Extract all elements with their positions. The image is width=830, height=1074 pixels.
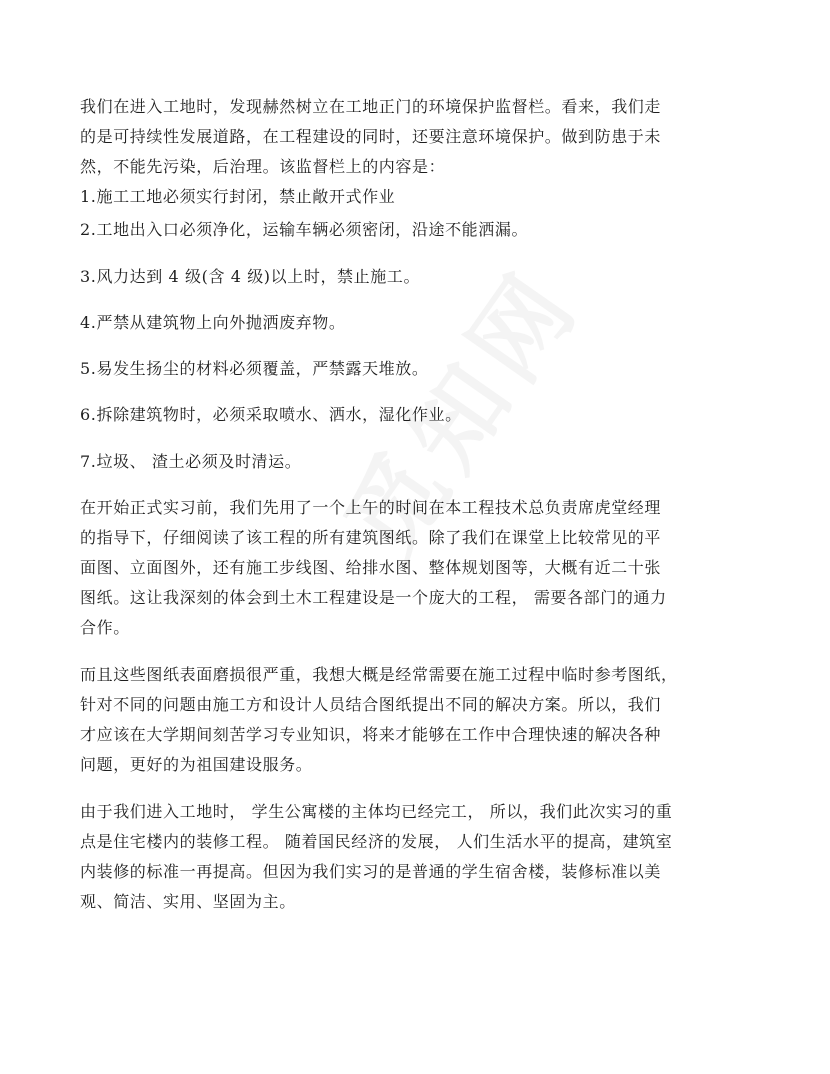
list-item-6: 6.拆除建筑物时，必须采取喷水、洒水，湿化作业。	[80, 405, 462, 424]
list-item-2: 2.工地出入口必须净化，运输车辆必须密闭，沿途不能洒漏。	[80, 220, 529, 239]
paragraph-1-line-3: 然，不能先污染，后治理。该监督栏上的内容是：	[80, 157, 446, 176]
paragraph-4-line-3: 内装修的标准一再提高。但因为我们实习的是普通的学生宿舍楼，装修标准以美	[80, 862, 662, 881]
list-item-1: 1.施工工地必须实行封闭，禁止敞开式作业	[80, 187, 396, 206]
paragraph-3-line-2: 针对不同的问题由施工方和设计人员结合图纸提出不同的解决方案。所以，我们	[80, 695, 662, 714]
paragraph-4-line-2: 点是住宅楼内的装修工程。 随着国民经济的发展， 人们生活水平的提高，建筑室	[80, 832, 673, 851]
paragraph-1-line-1: 我们在进入工地时，发现赫然树立在工地正门的环境保护监督栏。看来，我们走	[80, 97, 662, 116]
paragraph-4-line-4: 观、简洁、实用、坚固为主。	[80, 892, 296, 911]
list-item-5: 5.易发生扬尘的材料必须覆盖，严禁露天堆放。	[80, 359, 429, 378]
paragraph-2-line-2: 的指导下，仔细阅读了该工程的所有建筑图纸。除了我们在课堂上比较常见的平	[80, 528, 662, 547]
list-item-4: 4.严禁从建筑物上向外抛洒废弃物。	[80, 313, 346, 332]
paragraph-2-line-3: 面图、立面图外，还有施工步线图、给排水图、整体规划图等，大概有近二十张	[80, 558, 662, 577]
paragraph-2-line-1: 在开始正式实习前，我们先用了一个上午的时间在本工程技术总负责席虎堂经理	[80, 498, 662, 517]
paragraph-3-line-3: 才应该在大学期间刻苦学习专业知识，将来才能够在工作中合理快速的解决各种	[80, 725, 662, 744]
list-item-3: 3.风力达到 4 级(含 4 级)以上时，禁止施工。	[80, 267, 421, 286]
paragraph-2-line-4: 图纸。这让我深刻的体会到土木工程建设是一个庞大的工程， 需要各部门的通力	[80, 588, 667, 607]
paragraph-1-line-2: 的是可持续性发展道路，在工程建设的同时，还要注意环境保护。做到防患于未	[80, 127, 662, 146]
paragraph-4-line-1: 由于我们进入工地时， 学生公寓楼的主体均已经完工， 所以，我们此次实习的重	[80, 802, 673, 821]
paragraph-3-line-1: 而且这些图纸表面磨损很严重，我想大概是经常需要在施工过程中临时参考图纸，	[80, 665, 678, 684]
paragraph-3-line-4: 问题，更好的为祖国建设服务。	[80, 755, 313, 774]
paragraph-2-line-5: 合作。	[80, 618, 130, 637]
list-item-7: 7.垃圾、 渣土必须及时清运。	[80, 452, 302, 471]
